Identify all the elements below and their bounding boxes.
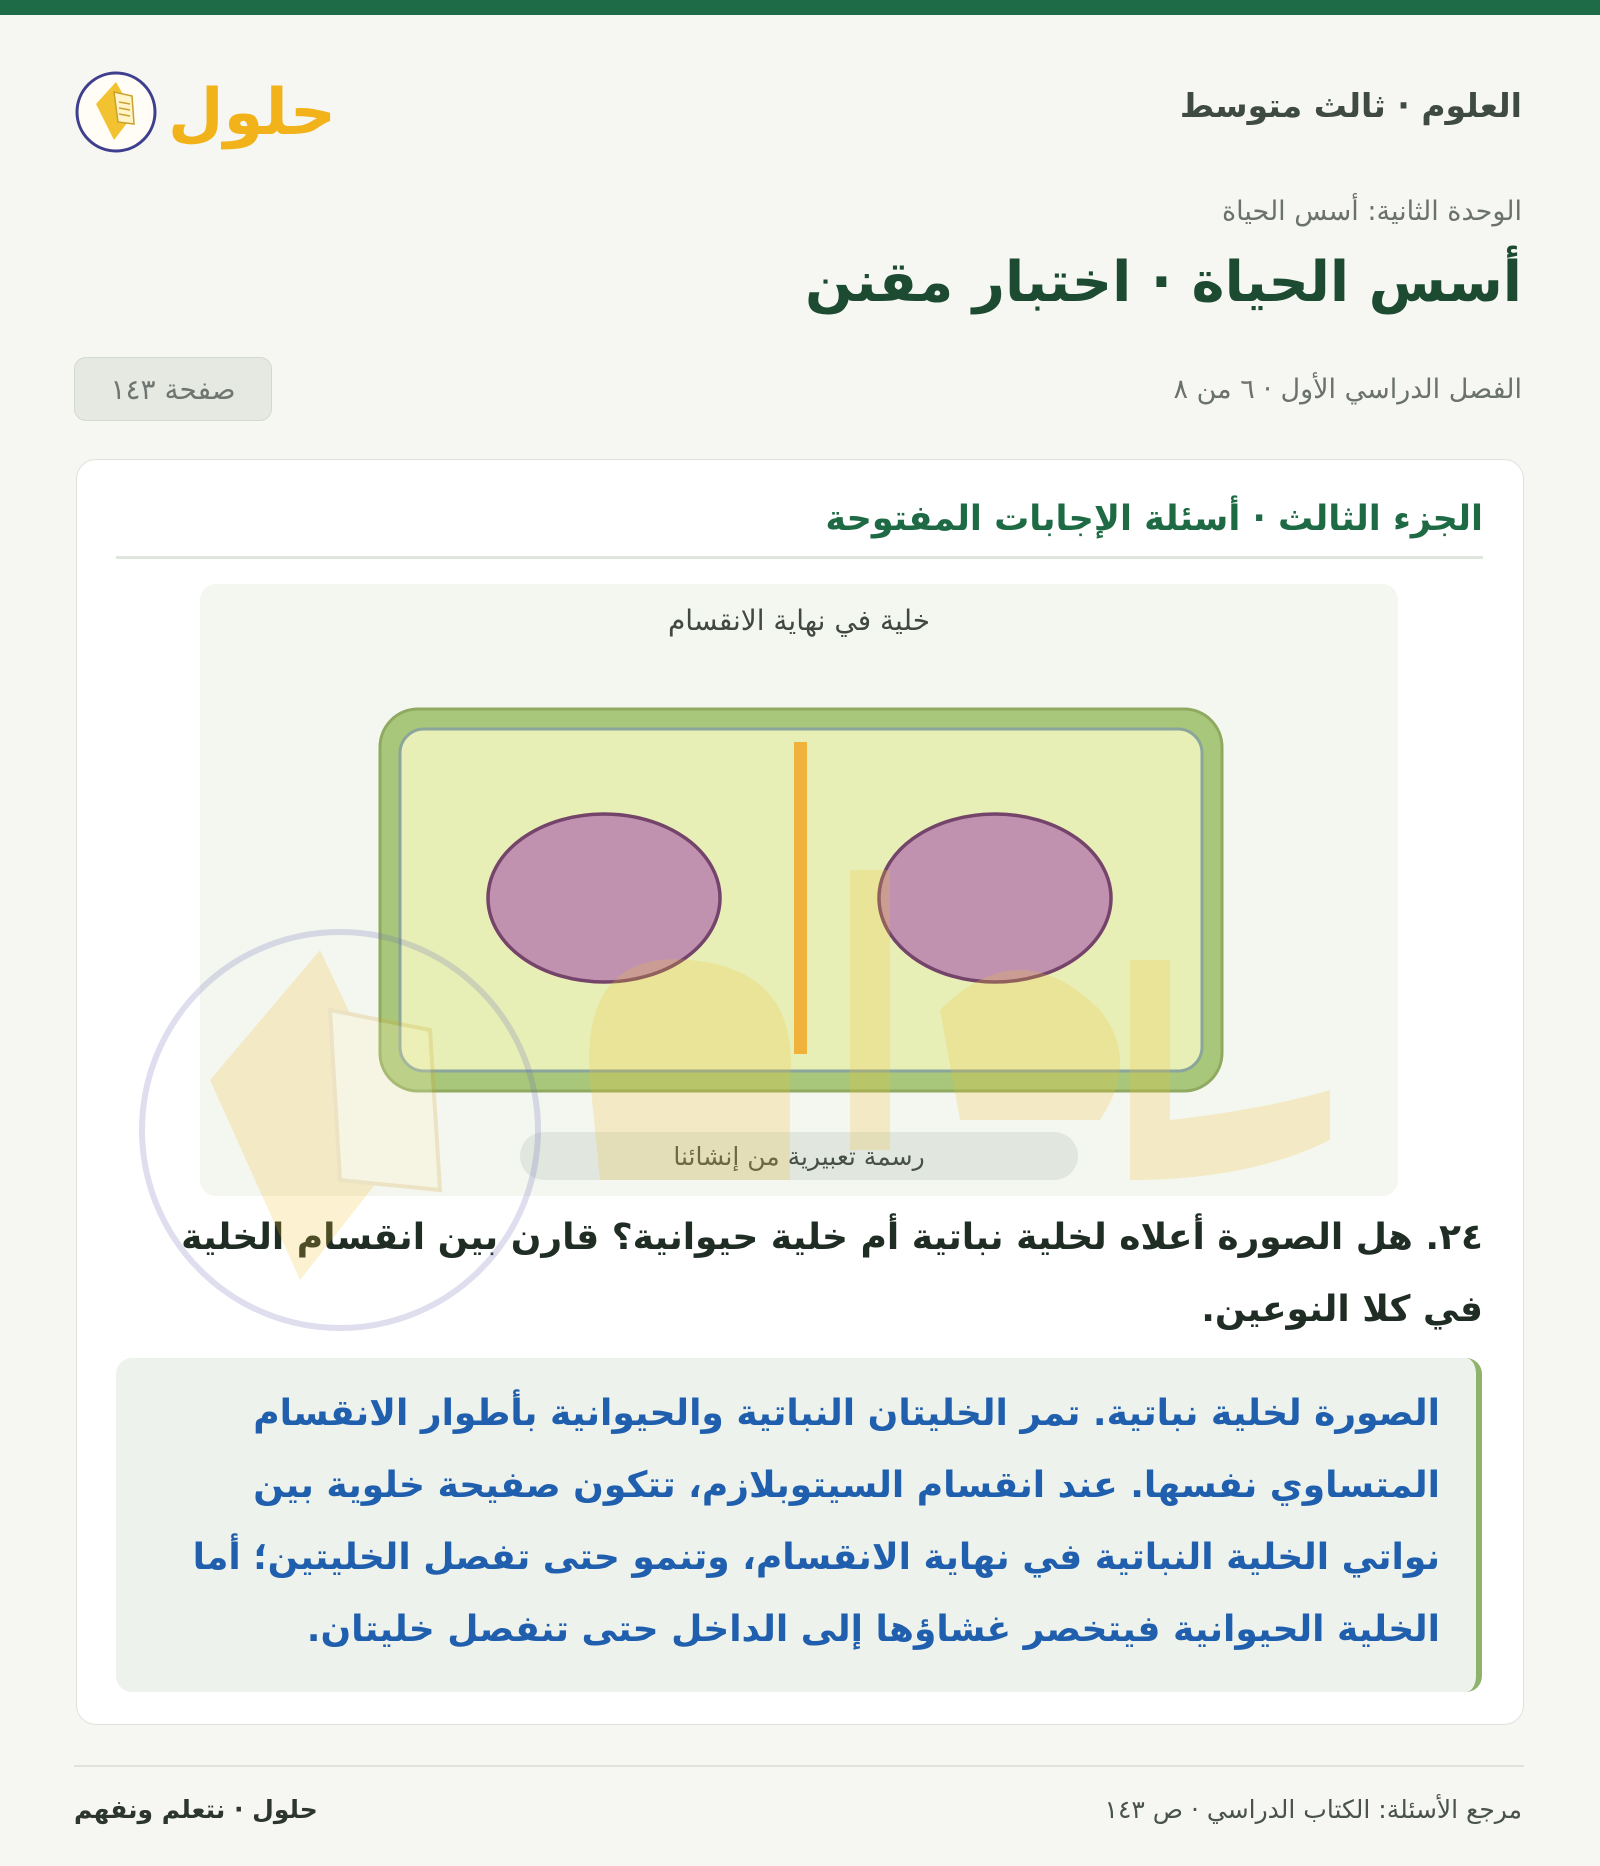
footer-brand: حلول · نتعلم ونفهم <box>74 1795 318 1824</box>
figure-caption: خلية في نهاية الانقسام <box>667 604 931 637</box>
footer-reference: مرجع الأسئلة: الكتاب الدراسي · ص ١٤٣ <box>1104 1795 1522 1824</box>
page-title: أسس الحياة · اختبار مقنن <box>805 250 1522 315</box>
subject-label: العلوم · ثالث متوسط <box>1179 86 1522 125</box>
figure-credit: رسمة تعبيرية من إنشائنا <box>520 1132 1078 1180</box>
logo-emblem-icon <box>77 73 155 151</box>
answer-box <box>116 1358 1482 1692</box>
answer-text: الصورة لخلية نباتية. تمر الخليتان النباتية والحيوانية بأطوار الانقسام المتساوي نفسها. عند انقسام السيتوبلازم، تتكون صفيحة خلوية بين نواتي الخلية النباتية في نهاية الانقسام، وتنمو حتى تفصل الخليتين؛ أما الخلية الحيوانية فيتخصر غشاؤها إلى الداخل حتى تنفصل خليتان. <box>192 1393 1440 1650</box>
top-accent-bar <box>0 0 1600 15</box>
unit-label: الوحدة الثانية: أسس الحياة <box>1222 196 1522 227</box>
figure-panel <box>200 584 1398 1196</box>
footer-divider <box>74 1765 1524 1767</box>
section-divider <box>116 556 1483 559</box>
section-title: الجزء الثالث · أسئلة الإجابات المفتوحة <box>825 499 1483 539</box>
semester-label: الفصل الدراسي الأول · ٦ من ٨ <box>1173 374 1522 405</box>
nucleus-right <box>879 814 1111 982</box>
dividing-cell-illustration <box>200 584 1398 1196</box>
hulul-logo[interactable] <box>74 52 336 162</box>
question-text: ٢٤. هل الصورة أعلاه لخلية نباتية أم خلية حيوانية؟ قارن بين انقسام الخلية في كلا النوعين. <box>181 1217 1483 1330</box>
nucleus-left <box>488 814 720 982</box>
cell-plate <box>794 742 807 1054</box>
logo-wordmark: حلول <box>168 76 336 150</box>
page-number-badge: صفحة ١٤٣ <box>74 357 272 421</box>
question-card <box>76 459 1524 1725</box>
